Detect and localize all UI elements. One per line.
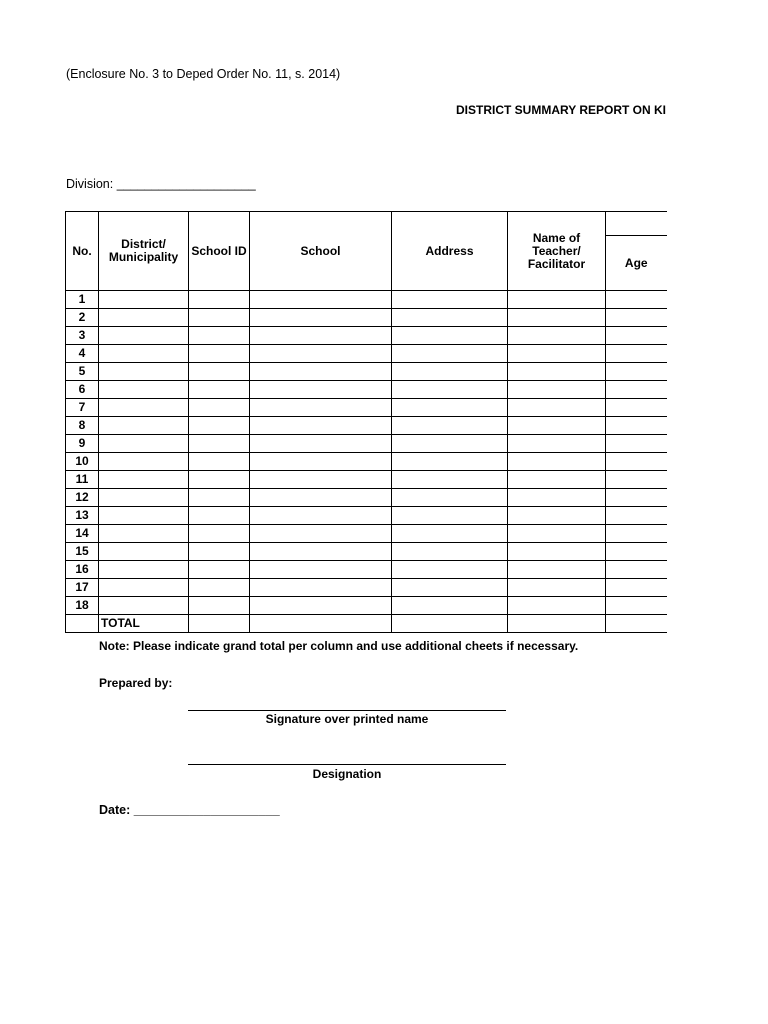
table-cell xyxy=(606,597,667,615)
header-address: Address xyxy=(392,212,508,291)
table-cell xyxy=(508,471,606,489)
table-cell xyxy=(606,543,667,561)
row-number: 14 xyxy=(66,525,99,543)
table-cell xyxy=(189,579,250,597)
table-cell xyxy=(99,291,189,309)
table-cell xyxy=(189,327,250,345)
table-cell xyxy=(250,597,392,615)
table-cell xyxy=(508,597,606,615)
prepared-by-label: Prepared by: xyxy=(99,676,173,690)
table-cell xyxy=(392,561,508,579)
table-cell xyxy=(508,291,606,309)
table-cell xyxy=(250,489,392,507)
table-cell xyxy=(250,543,392,561)
header-age-group xyxy=(606,212,667,236)
table-cell xyxy=(508,453,606,471)
table-cell xyxy=(606,327,667,345)
signature-line xyxy=(188,710,506,711)
table-cell xyxy=(392,507,508,525)
table-cell xyxy=(392,615,508,633)
table-cell xyxy=(250,525,392,543)
table-cell xyxy=(189,309,250,327)
table-cell xyxy=(606,381,667,399)
table-cell xyxy=(508,327,606,345)
table-cell xyxy=(606,291,667,309)
table-cell xyxy=(99,309,189,327)
total-label: TOTAL xyxy=(99,615,189,633)
table-cell xyxy=(392,489,508,507)
table-cell xyxy=(508,399,606,417)
table-row xyxy=(66,543,667,561)
table-row xyxy=(66,417,667,435)
table-cell xyxy=(606,471,667,489)
table-row xyxy=(66,345,667,363)
table-row xyxy=(66,525,667,543)
table-cell xyxy=(392,435,508,453)
table-cell xyxy=(508,525,606,543)
table-cell xyxy=(189,363,250,381)
table-cell xyxy=(189,381,250,399)
table-row xyxy=(66,381,667,399)
table-cell xyxy=(392,363,508,381)
table-cell xyxy=(250,435,392,453)
table-cell xyxy=(508,615,606,633)
table-cell xyxy=(189,507,250,525)
row-number: 2 xyxy=(66,309,99,327)
table-cell xyxy=(189,615,250,633)
table-cell xyxy=(392,309,508,327)
header-teacher: Name of Teacher/ Facilitator xyxy=(508,212,606,291)
table-cell xyxy=(250,363,392,381)
header-school-id: School ID xyxy=(189,212,250,291)
table-cell xyxy=(392,525,508,543)
table-cell xyxy=(606,345,667,363)
table-cell xyxy=(392,291,508,309)
summary-table xyxy=(65,211,667,633)
table-cell xyxy=(99,453,189,471)
table-cell xyxy=(250,579,392,597)
table-cell xyxy=(189,399,250,417)
designation-label: Designation xyxy=(312,767,382,781)
table-cell xyxy=(606,615,667,633)
table-row xyxy=(66,291,667,309)
table-cell xyxy=(392,417,508,435)
table-cell xyxy=(189,291,250,309)
table-cell xyxy=(99,471,189,489)
report-title: DISTRICT SUMMARY REPORT ON KI xyxy=(456,103,667,117)
table-cell xyxy=(508,507,606,525)
table-cell xyxy=(606,417,667,435)
table-row xyxy=(66,309,667,327)
table-cell xyxy=(250,345,392,363)
table-cell xyxy=(99,543,189,561)
designation-line xyxy=(188,764,506,765)
row-number: 9 xyxy=(66,435,99,453)
row-number: 10 xyxy=(66,453,99,471)
table-cell xyxy=(250,561,392,579)
table-cell xyxy=(508,345,606,363)
table-cell xyxy=(189,453,250,471)
table-cell xyxy=(189,561,250,579)
table-row xyxy=(66,327,667,345)
table-row xyxy=(66,453,667,471)
table-row xyxy=(66,363,667,381)
table-cell xyxy=(508,561,606,579)
table-cell xyxy=(250,381,392,399)
row-number: 5 xyxy=(66,363,99,381)
table-cell xyxy=(508,489,606,507)
table-cell xyxy=(99,381,189,399)
table-cell xyxy=(250,291,392,309)
table-cell xyxy=(189,489,250,507)
table-cell xyxy=(99,363,189,381)
table-cell xyxy=(250,399,392,417)
table-cell xyxy=(392,453,508,471)
row-number: 4 xyxy=(66,345,99,363)
table-cell xyxy=(392,381,508,399)
table-cell xyxy=(99,579,189,597)
table-cell xyxy=(250,471,392,489)
division-field: Division: ____________________ xyxy=(66,177,256,191)
table-cell xyxy=(606,489,667,507)
table-cell xyxy=(189,345,250,363)
table-cell xyxy=(250,309,392,327)
table-cell xyxy=(392,543,508,561)
table-cell xyxy=(392,597,508,615)
row-number: 17 xyxy=(66,579,99,597)
table-cell xyxy=(99,597,189,615)
row-number: 8 xyxy=(66,417,99,435)
table-cell xyxy=(606,435,667,453)
table-cell xyxy=(250,327,392,345)
row-number: 13 xyxy=(66,507,99,525)
row-number: 15 xyxy=(66,543,99,561)
table-row xyxy=(66,597,667,615)
table-cell xyxy=(99,345,189,363)
table-cell xyxy=(606,363,667,381)
header-age: Age xyxy=(606,236,667,291)
table-cell xyxy=(99,489,189,507)
table-row xyxy=(66,435,667,453)
row-number: 6 xyxy=(66,381,99,399)
table-cell xyxy=(99,417,189,435)
table-cell xyxy=(189,471,250,489)
table-cell xyxy=(508,435,606,453)
table-cell xyxy=(606,579,667,597)
table-cell xyxy=(508,417,606,435)
table-cell xyxy=(99,525,189,543)
table-cell xyxy=(66,615,99,633)
table-cell xyxy=(392,471,508,489)
table-cell xyxy=(250,417,392,435)
header-no: No. xyxy=(66,212,99,291)
total-row xyxy=(66,615,667,633)
table-cell xyxy=(189,525,250,543)
table-cell xyxy=(606,309,667,327)
table-row xyxy=(66,561,667,579)
table-cell xyxy=(606,525,667,543)
table-row xyxy=(66,489,667,507)
table-cell xyxy=(189,435,250,453)
table-cell xyxy=(189,543,250,561)
table-body xyxy=(66,291,667,633)
table-cell xyxy=(392,345,508,363)
table-cell xyxy=(508,381,606,399)
enclosure-reference: (Enclosure No. 3 to Deped Order No. 11, s. 2014) xyxy=(66,67,341,81)
signature-label: Signature over printed name xyxy=(265,712,429,726)
table-cell xyxy=(250,453,392,471)
table-cell xyxy=(606,507,667,525)
table-cell xyxy=(189,417,250,435)
date-field: Date: _____________________ xyxy=(99,803,280,817)
note-text: Note: Please indicate grand total per column and use additional cheets if necessary. xyxy=(99,639,579,653)
table-cell xyxy=(508,309,606,327)
table-row xyxy=(66,579,667,597)
row-number: 16 xyxy=(66,561,99,579)
table-cell xyxy=(99,327,189,345)
table-cell xyxy=(606,453,667,471)
row-number: 11 xyxy=(66,471,99,489)
table-cell xyxy=(606,399,667,417)
table-cell xyxy=(606,561,667,579)
table-cell xyxy=(99,399,189,417)
header-school: School xyxy=(250,212,392,291)
table-cell xyxy=(508,579,606,597)
table-row xyxy=(66,471,667,489)
row-number: 3 xyxy=(66,327,99,345)
row-number: 7 xyxy=(66,399,99,417)
table-cell xyxy=(392,327,508,345)
table-cell xyxy=(508,543,606,561)
table-cell xyxy=(392,579,508,597)
row-number: 1 xyxy=(66,291,99,309)
row-number: 12 xyxy=(66,489,99,507)
table-row xyxy=(66,399,667,417)
table-cell xyxy=(392,399,508,417)
row-number: 18 xyxy=(66,597,99,615)
table-cell xyxy=(99,561,189,579)
table-cell xyxy=(99,435,189,453)
table-cell xyxy=(250,615,392,633)
header-district: District/ Municipality xyxy=(99,212,189,291)
table-cell xyxy=(189,597,250,615)
table-cell xyxy=(99,507,189,525)
table-row xyxy=(66,507,667,525)
table-cell xyxy=(508,363,606,381)
table-cell xyxy=(250,507,392,525)
